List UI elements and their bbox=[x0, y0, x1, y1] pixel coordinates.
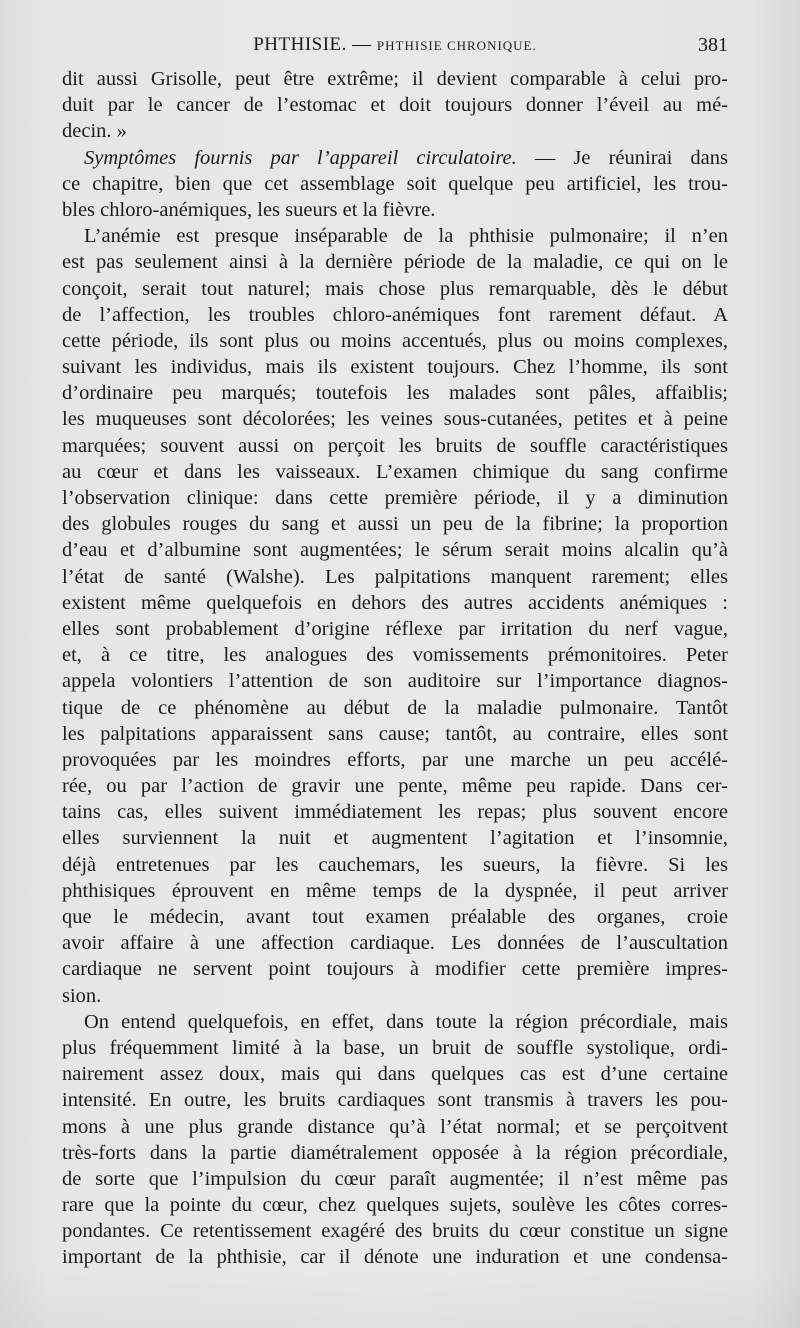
line-text: rée, ou par l’action de gravir une pente, même peu rapide. Dans cer- bbox=[62, 775, 728, 798]
text-line bbox=[62, 145, 728, 171]
line-text: bles chloro-anémiques, les sueurs et la fièvre. bbox=[62, 198, 436, 221]
line-text: d’ordinaire peu marqués; toutefois les malades sont pâles, affaiblis; bbox=[62, 382, 728, 405]
line-text: mons à une plus grande distance qu’à l’état normal; et se perçoitvent bbox=[62, 1115, 728, 1138]
text-line bbox=[62, 642, 728, 668]
text-line bbox=[62, 354, 728, 380]
line-text: tains cas, elles suivent immédiatement les repas; plus souvent encore bbox=[62, 801, 728, 824]
text-line bbox=[62, 276, 728, 302]
line-text: des globules rouges du sang et aussi un peu de la fibrine; la proportion bbox=[62, 513, 728, 536]
text-line bbox=[62, 1140, 728, 1166]
line-text: duit par le cancer de l’estomac et doit toujours donner l’éveil au mé- bbox=[62, 94, 728, 117]
text-line bbox=[62, 511, 728, 537]
line-text: existent même quelquefois en dehors des autres accidents anémiques : bbox=[62, 591, 728, 614]
line-text: elles sont probablement d’origine réflexe par irritation du nerf vague, bbox=[62, 617, 728, 640]
line-text: les muqueuses sont décolorées; les veines sous-cutanées, petites et à peine bbox=[62, 408, 728, 431]
line-text: elles surviennent la nuit et augmentent l’agitation et l’insomnie, bbox=[62, 827, 728, 850]
line-text: les palpitations apparaissent sans cause; tantôt, au contraire, elles sont bbox=[62, 722, 728, 745]
text-line bbox=[62, 328, 728, 354]
text-line bbox=[62, 904, 728, 930]
line-text: rare que la pointe du cœur, chez quelques sujets, soulève les côtes corres- bbox=[62, 1194, 728, 1217]
text-line bbox=[62, 1244, 728, 1270]
line-text: de sorte que l’impulsion du cœur paraît augmentée; il n’est même pas bbox=[62, 1167, 728, 1190]
line-text: dit aussi Grisolle, peut être extrême; il devient comparable à celui pro- bbox=[62, 68, 728, 90]
page-shading bbox=[0, 1268, 800, 1328]
text-line bbox=[62, 380, 728, 406]
line-text: phthisiques éprouvent en même temps de la dyspnée, il peut arriver bbox=[62, 879, 728, 902]
line-text: intensité. En outre, les bruits cardiaques sont transmis à travers les pou- bbox=[62, 1089, 728, 1112]
line-text: On entend quelquefois, en effet, dans toute la région précordiale, mais bbox=[84, 1010, 728, 1033]
line-text: tique de ce phénomène au début de la maladie pulmonaire. Tantôt bbox=[62, 696, 728, 719]
line-text: appela volontiers l’attention de son auditoire sur l’importance diagnos- bbox=[62, 670, 728, 693]
text-line bbox=[62, 197, 728, 223]
line-text: que le médecin, avant tout examen préalable des organes, croie bbox=[62, 906, 728, 928]
text-line bbox=[62, 118, 728, 144]
line-text: très-forts dans la partie diamétralement opposée à la région précordiale, bbox=[62, 1141, 728, 1164]
text-line bbox=[62, 773, 728, 799]
line-text: conçoit, serait tout naturel; mais chose plus remarquable, dès le début bbox=[62, 277, 728, 300]
text-line bbox=[62, 590, 728, 616]
line-text: avoir affaire à une affection cardiaque. Les données de l’auscultation bbox=[62, 932, 728, 955]
line-text: sion. bbox=[62, 984, 102, 1007]
running-title bbox=[62, 34, 728, 56]
text-line bbox=[62, 459, 728, 485]
text-line bbox=[62, 1192, 728, 1218]
line-text: au cœur et dans les vaisseaux. L’examen chimique du sang confirme bbox=[62, 460, 728, 483]
text-line bbox=[62, 406, 728, 432]
line-text: et, à ce titre, les analogues des vomissements prémonitoires. Peter bbox=[62, 644, 728, 667]
text-line bbox=[62, 747, 728, 773]
page-number: 381 bbox=[698, 34, 728, 56]
line-text: cardiaque ne servent point toujours à modifier cette première impres- bbox=[62, 958, 728, 981]
line-text: cette période, ils sont plus ou moins accentués, plus ou moins complexes, bbox=[62, 329, 728, 352]
text-line bbox=[62, 1166, 728, 1192]
text-line bbox=[62, 616, 728, 642]
text-line bbox=[62, 433, 728, 459]
text-line bbox=[62, 721, 728, 747]
line-text: l’observation clinique: dans cette première période, il y a diminution bbox=[62, 487, 728, 509]
text-line bbox=[62, 983, 728, 1009]
line-text: de l’affection, les troubles chloro-anémiques font rarement défaut. A bbox=[62, 303, 728, 326]
text-line bbox=[62, 66, 728, 92]
text-line bbox=[62, 956, 728, 982]
text-line bbox=[62, 1009, 728, 1035]
text-line bbox=[62, 878, 728, 904]
line-text: plus fréquemment limité à la base, un bruit de souffle systolique, ordi- bbox=[62, 1036, 728, 1059]
section-heading: Symptômes fournis par l’appareil circulatoire. bbox=[84, 146, 517, 169]
text-line bbox=[62, 1035, 728, 1061]
line-text: decin. » bbox=[62, 120, 127, 143]
line-text: provoquées par les moindres efforts, par une marche un peu accélé- bbox=[62, 748, 728, 771]
line-text: L’anémie est presque inséparable de la phthisie pulmonaire; il n’en bbox=[84, 225, 728, 248]
line-text: déjà entretenues par les cauchemars, les sueurs, la fièvre. Si les bbox=[62, 853, 728, 876]
line-text: ce chapitre, bien que cet assemblage soit quelque peu artificiel, les trou- bbox=[62, 172, 728, 195]
text-line bbox=[62, 668, 728, 694]
text-line bbox=[62, 171, 728, 197]
text-line bbox=[62, 249, 728, 275]
line-text: suivant les individus, mais ils existent toujours. Chez l’homme, ils sont bbox=[62, 356, 728, 379]
line-text: d’eau et d’albumine sont augmentées; le sérum serait moins alcalin qu’à bbox=[62, 539, 728, 562]
text-line bbox=[62, 485, 728, 511]
text-line bbox=[62, 223, 728, 249]
text-line bbox=[62, 825, 728, 851]
text-line bbox=[62, 1087, 728, 1113]
line-text: marquées; souvent aussi on perçoit les bruits de souffle caractéristiques bbox=[62, 434, 728, 457]
text-line bbox=[62, 302, 728, 328]
text-line bbox=[62, 930, 728, 956]
line-text: important de la phthisie, car il dénote une induration et une condensa- bbox=[62, 1246, 728, 1269]
text-line bbox=[62, 537, 728, 563]
text-line bbox=[62, 1218, 728, 1244]
header-title: PHTHISIE. bbox=[253, 34, 347, 55]
line-text: est pas seulement ainsi à la dernière période de la maladie, ce qui on le bbox=[62, 251, 728, 274]
header-separator: — bbox=[352, 34, 372, 55]
text-line bbox=[62, 695, 728, 721]
line-text: nairement assez doux, mais qui dans quelques cas est d’une certaine bbox=[62, 1063, 728, 1086]
body-text bbox=[62, 66, 728, 1271]
line-text: pondantes. Ce retentissement exagéré des bruits du cœur constitue un signe bbox=[62, 1220, 728, 1243]
text-line bbox=[62, 92, 728, 118]
text-line bbox=[62, 852, 728, 878]
text-line bbox=[62, 564, 728, 590]
text-line bbox=[62, 1114, 728, 1140]
line-text: — Je réunirai dans bbox=[516, 146, 728, 169]
line-text: l’état de santé (Walshe). Les palpitations manquent rarement; elles bbox=[62, 565, 728, 588]
header-subtitle: PHTHISIE CHRONIQUE. bbox=[376, 38, 537, 53]
text-line bbox=[62, 799, 728, 825]
running-header bbox=[62, 34, 728, 60]
text-line bbox=[62, 1061, 728, 1087]
